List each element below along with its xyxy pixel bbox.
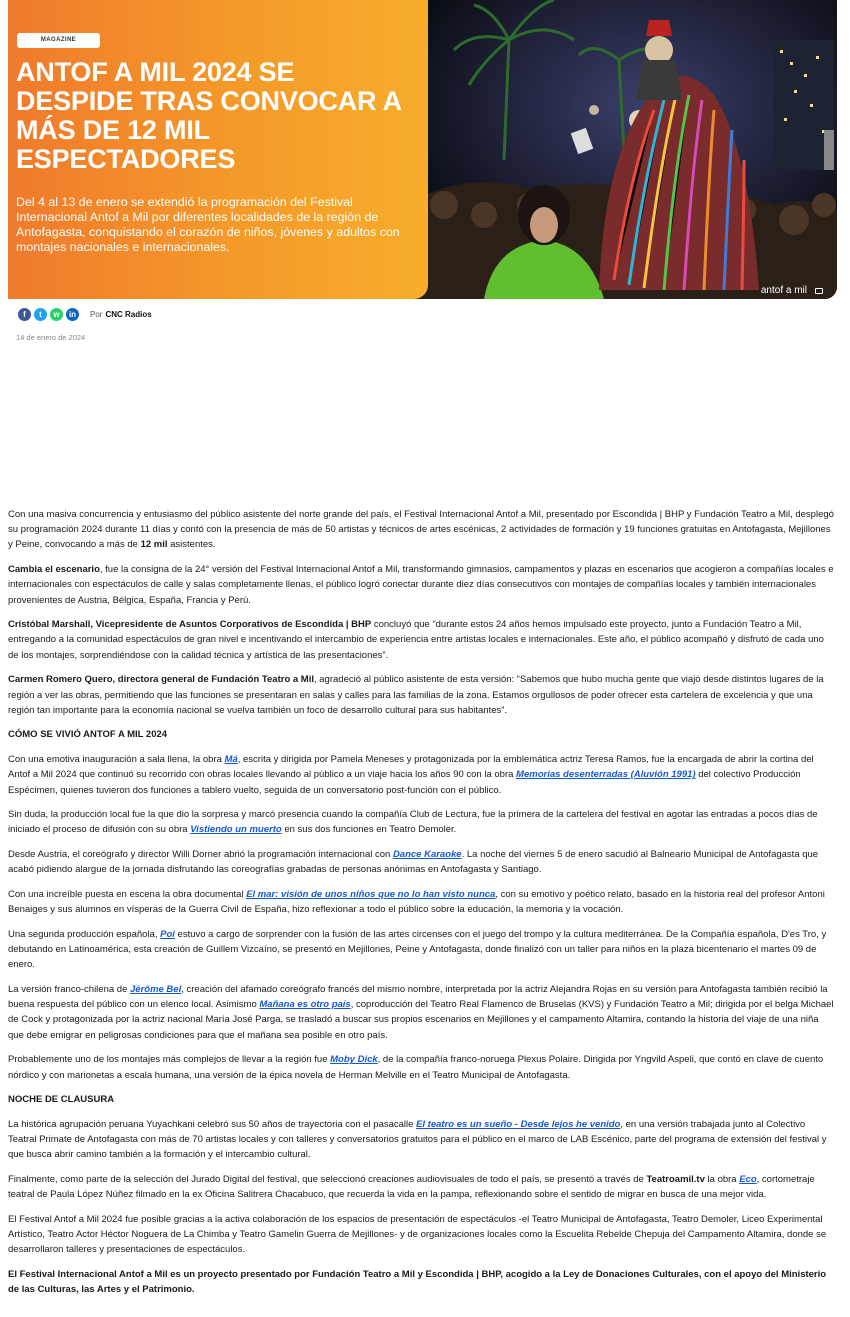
hero-photo (414, 0, 837, 299)
paragraph: Carmen Romero Quero, directora general de Fundación Teatro a Mil, agradeció al público asistente de esta versión: “Sabemos que hubo mucha gente que viajó desde distintos lugares de la región a ver las obras, permitiendo que las funciones se presentaran en salas y calles para las familias de la zona. Estamos orgullosos de poder ofrecer esta cartelera de excelencia y que una región tan importante para la economía nacional se vuelva también un foco de desarrollo cultural para sus habitantes”. (8, 674, 824, 716)
article-lead: Del 4 al 13 de enero se extendió la programación del Festival Internacional Antof a Mil por diferentes localidades de la región de Antofagasta, conquistando el corazón de niños, jóvenes y adultos con montajes nacionales e internacionales. (16, 195, 400, 254)
publish-date: 14 de enero de 2024 (16, 333, 86, 342)
link-dance-karaoke[interactable]: Dance Karaoke (392, 849, 462, 861)
paragraph: Cambia el escenario, fue la consigna de la 24° versión del Festival Internacional Antof a Mil, transformando gimnasios, campamentos y plazas en escenarios que acogieron a compañías locales e internacionales con espectáculos de calle y salas completamente llenas, el público logró conectar durante diez días consecutivos con montajes de compañías locales y también internacionales provenientes de Austria, Bélgica, España, Francia y Perú. (8, 564, 834, 606)
link-ma[interactable]: Má (224, 754, 238, 766)
paragraph: Sin duda, la producción local fue la que dio la sorpresa y marcó presencia cuando la compañía Club de Lectura, fue la primera de la cartelera del festival en agotar las entradas a pocos días de iniciado el proceso de difusión con su obra Vistiendo un muerto en sus dos funciones en Teatro Demoler. (8, 809, 818, 836)
link-vistiendo-un-muerto[interactable]: Vistiendo un muerto (190, 824, 282, 836)
linkedin-icon[interactable]: in (66, 308, 79, 321)
link-manana-es-otro-pais[interactable]: Mañana es otro país (259, 999, 351, 1011)
paragraph: La histórica agrupación peruana Yuyachkani celebró sus 50 años de trayectoria con el pasacalle El teatro es un sueño - Desde lejos he venido, en una versión trabajada junto al Colectivo Teatral Primate de Antofagasta con más de 70 artistas locales y con talleres y conversatorios gratuitos para el público en el marco de LAB Escénico, parte del programa de extensión del festival y que busca abrir camino también a la formación y el intercambio cultural. (8, 1119, 827, 1161)
photo-credit: antof a mil (760, 285, 807, 296)
link-el-teatro-es-un-sueno[interactable]: El teatro es un sueño - Desde lejos he venido (416, 1119, 621, 1130)
paragraph: Con una increíble puesta en escena la obra documental El mar: visión de unos niños que no lo han visto nunca, con su emotivo y poético relato, basado en la historia real del profesor Antoni Benaiges y sus alumnos en vísperas de la Guerra Civil de España, hizo reflexionar a todo el público sobre la educación, la memoria y la vocación. (8, 889, 825, 916)
paragraph: Con una emotiva inauguración a sala llena, la obra Má, escrita y dirigida por Pamela Meneses y protagonizada por la emblemática actriz Teresa Ramos, fue la encargada de abrir la cortina del Antof a Mil 2024 que continuó su recorrido con obras locales llevando al público a un viaje hacia los años 90 con la obra Memorias desenterradas (Aluvión 1991) del colectivo Producción Espécimen, quienes tuvieron dos funciones a tablero vuelto, seguida de un conversatorio post-función con el público. (8, 754, 814, 796)
author-name[interactable]: CNC Radios (105, 310, 152, 319)
link-poi[interactable]: Poi (160, 928, 175, 940)
paragraph: Desde Austria, el coreógrafo y director Willi Dorner abrió la programación internacional con Dance Karaoke. La noche del viernes 5 de enero sacudió al Balneario Municipal de Antofagasta que acabó pidiendo alargue de la jornada disfrutando las coreografías grabadas de personas anónimas en Antofagasta y Santiago. (8, 849, 819, 876)
paragraph: Una segunda producción española, Poi estuvo a cargo de sorprender con la fusión de las artes circenses con el juego del trompo y la cultura mediterránea. De la Compañía española, D'es Tro, y debutando en Latinoamérica, esta creación de Guillem Vizcaíno, se presentó en Mejillones, Peine y Antofagasta, donde finalizó con un taller para niños en la plaza bicentenario el martes 09 de enero. (8, 928, 827, 971)
section-heading: CÓMO SE VIVIÓ ANTOF A MIL 2024 (8, 729, 168, 741)
link-eco[interactable]: Eco (739, 1174, 757, 1186)
facebook-icon[interactable]: f (18, 308, 31, 321)
link-jerome-bel[interactable]: Jérôme Bel (130, 984, 182, 996)
closing-paragraph: El Festival Internacional Antof a Mil es un proyecto presentado por Fundación Teatro a Mil y Escondida | BHP, acogido a la Ley de Donaciones Culturales, con el apoyo del Ministerio de las Culturas, las Artes y el Patrimonio. (8, 1269, 827, 1296)
link-el-mar[interactable]: El mar: visión de unos niños que no lo han visto nunca (246, 889, 496, 901)
link-memorias-desenterradas[interactable]: Memorias desenterradas (Aluvión 1991) (516, 769, 696, 781)
share-bar (18, 308, 152, 321)
byline-prefix: Por (90, 310, 103, 319)
camera-icon (815, 288, 823, 294)
paragraph: Con una masiva concurrencia y entusiasmo del público asistente del norte grande del país, el Festival Internacional Antof a Mil, presentado por Escondida | BHP y Fundación Teatro a Mil, desplegó su programación 2024 durante 11 días y contó con la presencia de más de 50 artistas y técnicos de artes escénicas, 2 actividades de formación y 19 funciones gratuitas en Antofagasta, Mejillones y Peine, convocando a más de 12 mil asistentes. (8, 509, 834, 551)
article-title: ANTOF A MIL 2024 SE DESPIDE TRAS CONVOCAR A MÁS DE 12 MIL ESPECTADORES (16, 57, 401, 174)
hero-banner (8, 0, 837, 299)
article-body (8, 507, 836, 1307)
link-moby-dick[interactable]: Moby Dick (330, 1054, 378, 1066)
byline (90, 310, 152, 319)
twitter-icon[interactable]: t (34, 308, 47, 321)
paragraph: Probablemente uno de los montajes más complejos de llevar a la región fue Moby Dick, de la compañía franco-noruega Plexus Polaire. Dirigida por Yngvild Aspeli, que contó en clave de cuento nórdico y con marionetas a escala humana, una versión de la épica novela de Herman Melville en el Teatro Municipal de Antofagasta. (8, 1054, 824, 1081)
hero-text-panel (8, 0, 428, 299)
section-heading: NOCHE DE CLAUSURA (8, 1094, 115, 1106)
category-tag[interactable]: MAGAZINE (17, 33, 100, 48)
festival-night-photo (414, 0, 837, 299)
paragraph: La versión franco-chilena de Jérôme Bel, creación del afamado coreógrafo francés del mismo nombre, interpretada por la actriz Alejandra Rojas en su versión para Antofagasta también recibió la buena respuesta del público con un elenco local. Asimismo Mañana es otro país, coproducción del Teatro Real Flamenco de Bruselas (KVS) y Fundación Teatro a Mil; dirigida por el belga Michael de Cock y protagonizada por la actriz nacional María José Parga, se trasladó a buscar sus propios escenarios en Mejillones y el campamento Altamira, contando la historia del viaje de una niña que debe emigrar en peligrosas condiciones para que el mañana sea posible en otro país. (8, 984, 834, 1041)
paragraph: Finalmente, como parte de la selección del Jurado Digital del festival, que seleccionó creaciones audiovisuales de todo el país, se presentó a través de Teatroamil.tv la obra Eco, cortometraje teatral de Paula López Núñez filmado en la ex Oficina Salitrera Chacabuco, que recuerda la vida en la pampa, reflexionando sobre el sentido de migrar en busca de una mejor vida. (8, 1174, 815, 1201)
whatsapp-icon[interactable]: w (50, 308, 63, 321)
paragraph: Cristóbal Marshall, Vicepresidente de Asuntos Corporativos de Escondida | BHP concluyó que “durante estos 24 años hemos impulsado este proyecto, junto a Fundación Teatro a Mil, entregando a la comunidad espectáculos de gran nivel e incentivando el intercambio de experiencia entre artistas locales e internacionales. Este año, el público acompañó y disfrutó de cada uno de los montajes, sorprendiéndose con la calidad técnica y artística de las presentaciones”. (8, 619, 824, 661)
paragraph: El Festival Antof a Mil 2024 fue posible gracias a la activa colaboración de los espacios de presentación de espectáculos -el Teatro Municipal de Antofagasta, Teatro Demoler, Liceo Experimental Artístico, Teatro Actor Héctor Noguera de La Chimba y Teatro Gamelin Guerra de Mejillones- y de organizaciones locales como la Escuelita Rebelde Chepuja del Campamento Altamira, donde se desarrollaron talleres y presentaciones de espectáculos. (8, 1214, 827, 1256)
